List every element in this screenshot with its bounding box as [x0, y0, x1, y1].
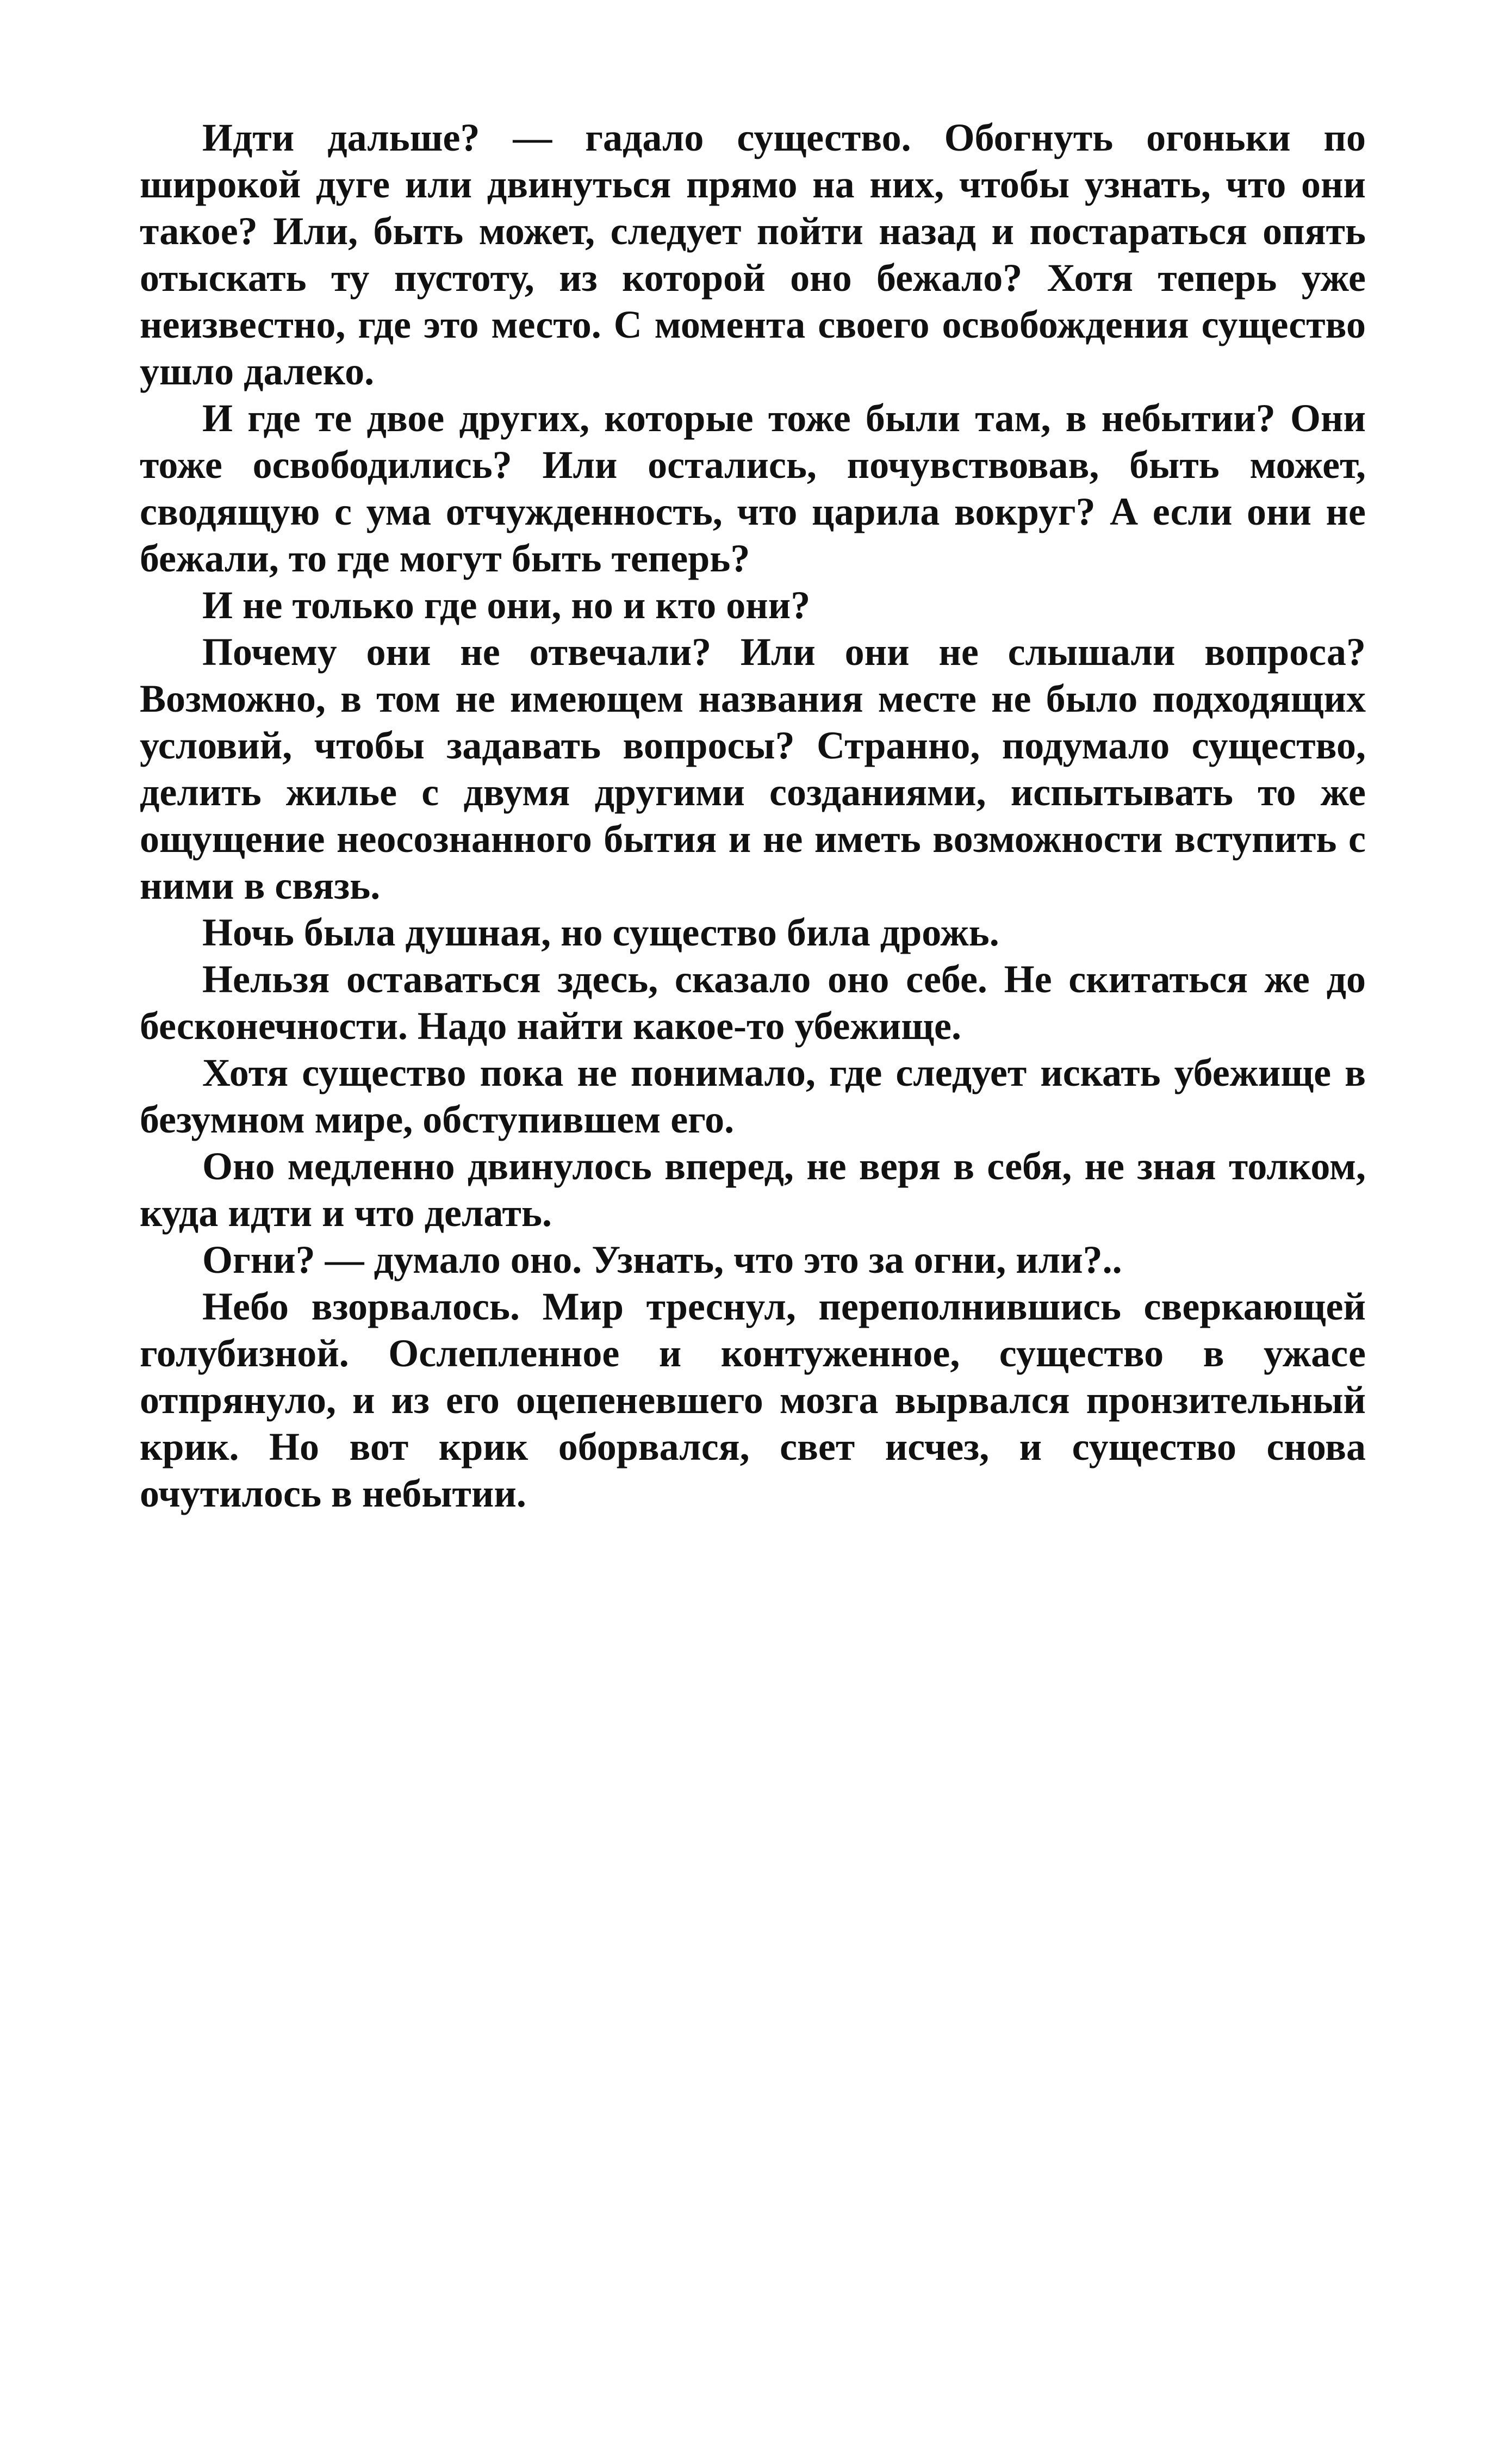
- paragraph-1: Идти дальше? — гадало существо. Обогнуть огоньки по широкой дуге или двинуться прямо на них, чтобы узнать, что они такое? Или, быть может, следует пойти назад и постараться опять отыскать ту пустоту, из которой оно бежало? Хотя теперь уже неизвестно, где это место. С момента своего освобождения существо ушло далеко.: [140, 116, 1366, 393]
- paragraph-10: Небо взорвалось. Мир треснул, переполнившись сверкающей голубизной. Ослепленное и контуженное, существо в ужасе отпрянуло, и из его оцепеневшего мозга вырвался пронзительный крик. Но вот крик оборвался, свет исчез, и существо снова очутилось в небытии.: [140, 1285, 1366, 1515]
- book-page: [140, 114, 1366, 1517]
- paragraph-4: Почему они не отвечали? Или они не слышали вопроса? Возможно, в том не имеющем названия месте не было подходящих условий, чтобы задавать вопросы? Странно, подумало существо, делить жилье с двумя другими созданиями, испытывать то же ощущение неосознанного бытия и не иметь возможности вступить с ними в связь.: [140, 630, 1366, 907]
- paragraph-3: И не только где они, но и кто они?: [202, 583, 811, 627]
- paragraph-6: Нельзя оставаться здесь, сказало оно себе. Не скитаться же до бесконечности. Надо найти какое-то убежище.: [140, 957, 1366, 1048]
- paragraph-8: Оно медленно двинулось вперед, не веря в себя, не зная толком, куда идти и что делать.: [140, 1144, 1366, 1235]
- paragraph-2: И где те двое других, которые тоже были там, в небытии? Они тоже освободились? Или остались, почувствовав, быть может, сводящую с ума отчужденность, что царила вокруг? А если они не бежали, то где могут быть теперь?: [140, 396, 1366, 580]
- paragraph-7: Хотя существо пока не понимало, где следует искать убежище в безумном мире, обступившем его.: [140, 1051, 1366, 1141]
- paragraph-9: Огни? — думало оно. Узнать, что это за огни, или?..: [202, 1238, 1122, 1281]
- paragraph-5: Ночь была душная, но существо била дрожь.: [202, 911, 999, 954]
